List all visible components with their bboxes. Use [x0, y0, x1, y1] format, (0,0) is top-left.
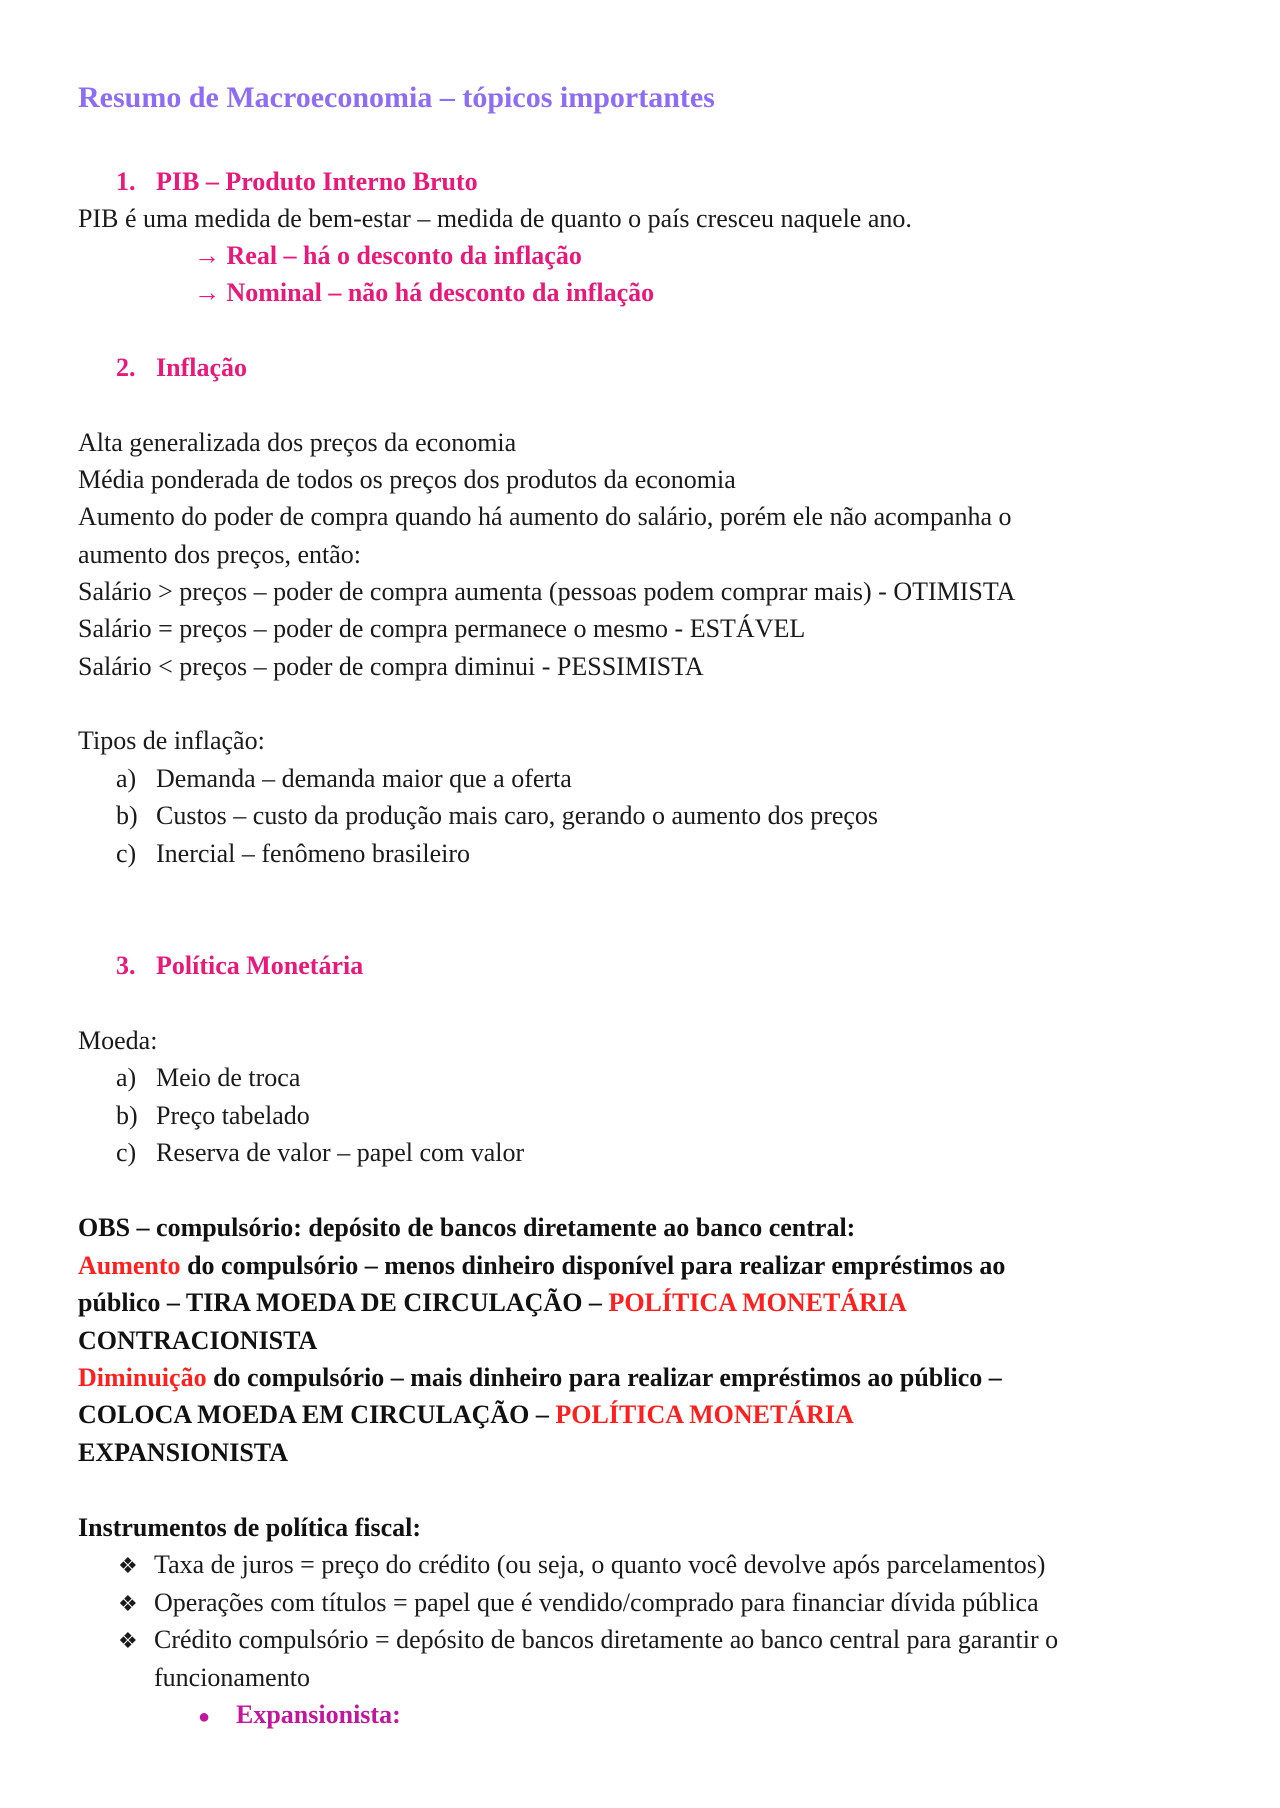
- aumento-line-1: [78, 1248, 1005, 1284]
- list-item: [116, 1060, 300, 1096]
- list-item-text: Meio de troca: [156, 1063, 301, 1092]
- list-item-text: Inercial – fenômeno brasileiro: [156, 839, 471, 868]
- list-item-text: Operações com títulos = papel que é vendido/comprado para financiar dívida pública: [154, 1588, 1039, 1617]
- sub-list-item-text: Expansionista:: [236, 1700, 401, 1729]
- list-item: [116, 1135, 524, 1171]
- section-2-title: Inflação: [156, 353, 247, 382]
- list-item-text: Taxa de juros = preço do crédito (ou seja, o quanto você devolve após parcelamentos): [154, 1550, 1046, 1579]
- pib-real: → Real – há o desconto da inflação: [194, 241, 582, 270]
- diminuicao-line-1: [78, 1360, 1002, 1396]
- obs-note: OBS – compulsório: depósito de bancos diretamente ao banco central:: [78, 1213, 856, 1242]
- fiscal-heading: Instrumentos de política fiscal:: [78, 1513, 422, 1542]
- section-2-heading: [116, 350, 247, 386]
- section-1-title: PIB – Produto Interno Bruto: [156, 167, 478, 196]
- section-3-title: Política Monetária: [156, 951, 364, 980]
- inflation-types-label: Tipos de inflação:: [78, 726, 265, 755]
- list-marker: c): [116, 1138, 137, 1167]
- pib-definition: PIB é uma medida de bem-estar – medida de quanto o país cresceu naquele ano.: [78, 204, 912, 233]
- diamond-bullet-icon: ❖: [118, 1591, 138, 1616]
- sub-list-item: [198, 1697, 401, 1735]
- section-3-number: 3.: [116, 951, 136, 980]
- diamond-bullet-icon: ❖: [118, 1553, 138, 1578]
- list-item-text: Reserva de valor – papel com valor: [156, 1138, 525, 1167]
- diamond-bullet-icon: ❖: [118, 1628, 138, 1653]
- list-item: [118, 1547, 1045, 1584]
- aumento-line-2: [78, 1285, 907, 1321]
- pib-nominal: → Nominal – não há desconto da inflação: [194, 278, 655, 307]
- list-item-continuation: funcionamento: [154, 1663, 310, 1692]
- list-marker: b): [116, 801, 138, 830]
- diminuicao-keyword: Diminuição: [78, 1363, 207, 1392]
- list-item-text: Demanda – demanda maior que a oferta: [156, 764, 572, 793]
- document-title: Resumo de Macroeconomia – tópicos importantes: [78, 81, 715, 114]
- moeda-label: Moeda:: [78, 1026, 158, 1055]
- inflation-line: Média ponderada de todos os preços dos produtos da economia: [78, 465, 736, 494]
- aumento-text: público – TIRA MOEDA DE CIRCULAÇÃO –: [78, 1288, 609, 1317]
- expansionista-label: EXPANSIONISTA: [78, 1438, 288, 1467]
- list-item: [116, 761, 572, 797]
- policy-label: POLÍTICA MONETÁRIA: [555, 1400, 854, 1429]
- section-2-number: 2.: [116, 353, 136, 382]
- list-item: [116, 1098, 310, 1134]
- list-item-text: Custos – custo da produção mais caro, gerando o aumento dos preços: [156, 801, 879, 830]
- list-marker: c): [116, 839, 137, 868]
- section-3-heading: [116, 948, 363, 984]
- diminuicao-text: do compulsório – mais dinheiro para realizar empréstimos ao público –: [206, 1363, 1002, 1392]
- section-1-heading: [116, 164, 478, 200]
- inflation-line: Alta generalizada dos preços da economia: [78, 428, 517, 457]
- diminuicao-line-2: [78, 1397, 854, 1433]
- aumento-text: do compulsório – menos dinheiro disponível para realizar empréstimos ao: [180, 1251, 1006, 1280]
- list-item-text: Preço tabelado: [156, 1101, 310, 1130]
- inflation-line: Salário < preços – poder de compra diminui - PESSIMISTA: [78, 652, 704, 681]
- aumento-keyword: Aumento: [78, 1251, 181, 1280]
- inflation-line: Salário > preços – poder de compra aumenta (pessoas podem comprar mais) - OTIMISTA: [78, 577, 1016, 606]
- policy-label: POLÍTICA MONETÁRIA: [608, 1288, 907, 1317]
- inflation-line: Salário = preços – poder de compra permanece o mesmo - ESTÁVEL: [78, 614, 806, 643]
- list-item-text: Crédito compulsório = depósito de bancos diretamente ao banco central para garantir o: [154, 1625, 1059, 1654]
- circle-bullet-icon: ●: [198, 1706, 211, 1728]
- list-item: [118, 1622, 1058, 1659]
- inflation-line: Aumento do poder de compra quando há aumento do salário, porém ele não acompanha o: [78, 502, 1012, 531]
- list-marker: a): [116, 1063, 137, 1092]
- diminuicao-text: COLOCA MOEDA EM CIRCULAÇÃO –: [78, 1400, 556, 1429]
- list-marker: a): [116, 764, 137, 793]
- section-1-number: 1.: [116, 167, 136, 196]
- list-item: [118, 1585, 1039, 1622]
- inflation-line: aumento dos preços, então:: [78, 540, 362, 569]
- list-item: [116, 836, 470, 872]
- list-marker: b): [116, 1101, 138, 1130]
- list-item: [116, 798, 878, 834]
- contracionista-label: CONTRACIONISTA: [78, 1326, 318, 1355]
